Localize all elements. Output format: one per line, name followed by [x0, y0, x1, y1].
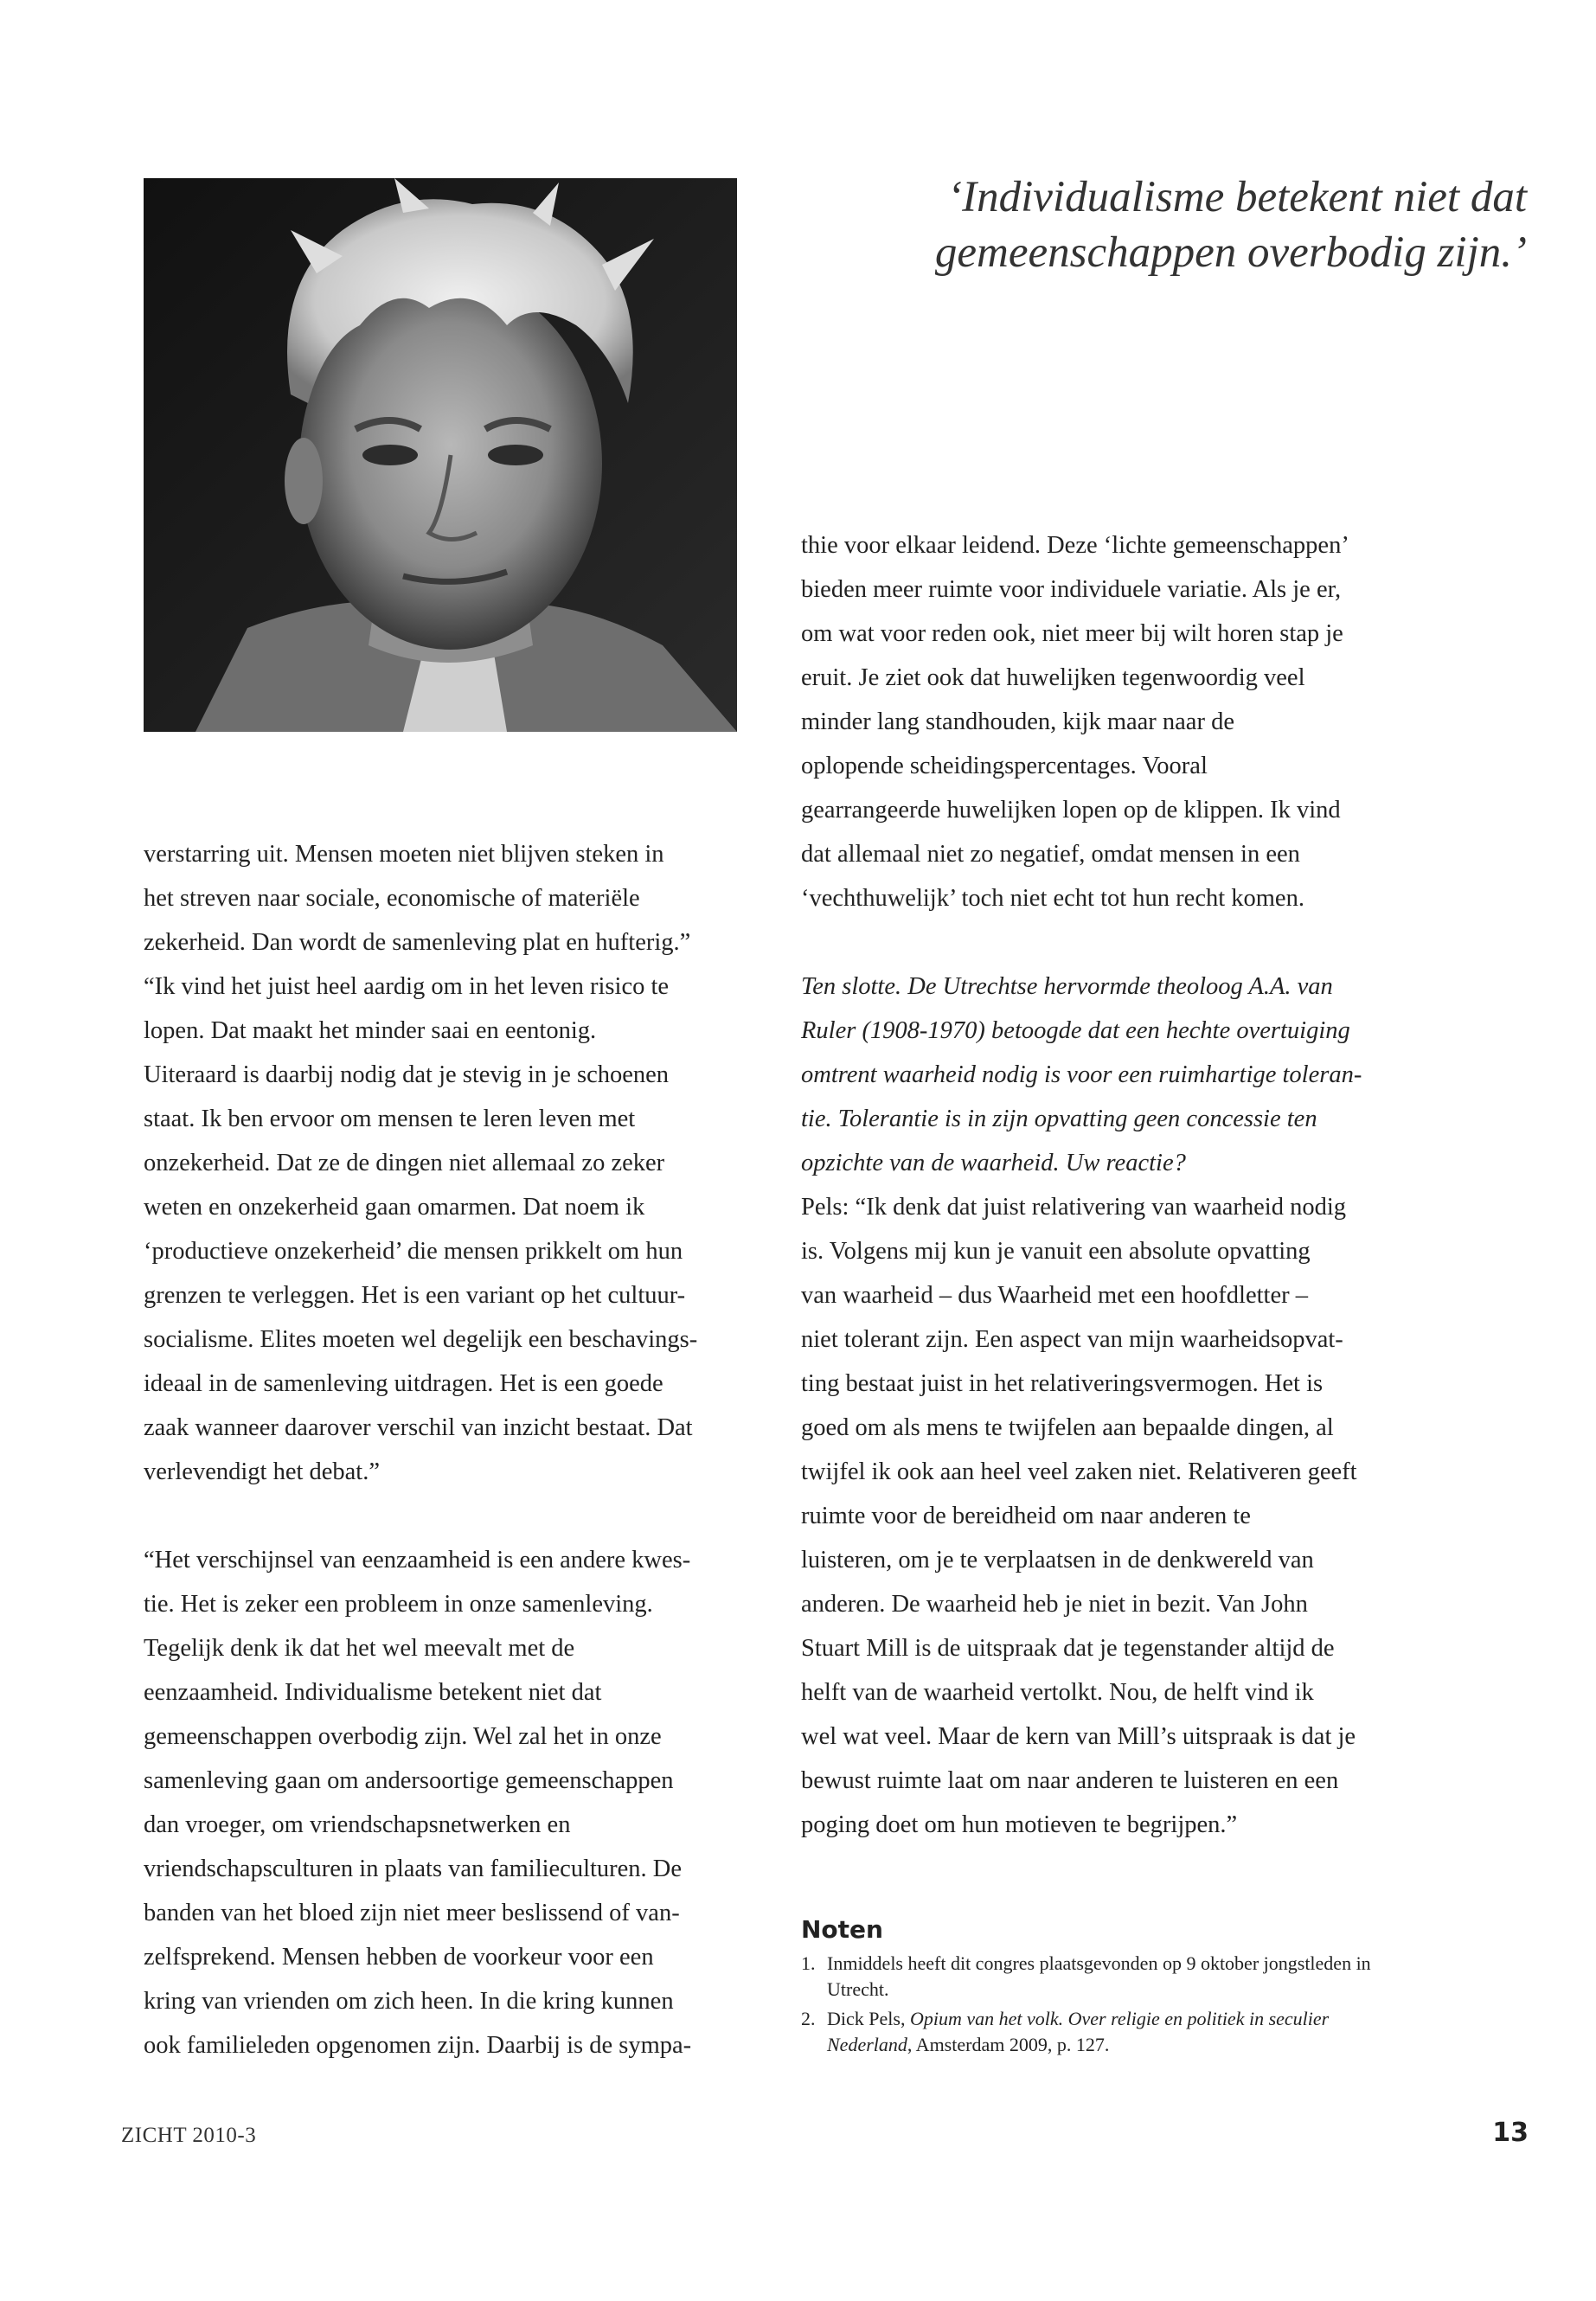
text-line: oplopende scheidingspercentages. Vooral [801, 753, 1208, 779]
text-line: gearrangeerde huwelijken lopen op de klippen. Ik vind [801, 797, 1341, 824]
note-text: , Amsterdam 2009, p. 127. [907, 2034, 1110, 2055]
text-line: Ruler (1908-1970) betoogde dat een hechte overtuiging [801, 1017, 1350, 1044]
text-line: is. Volgens mij kun je vanuit een absolute opvatting [801, 1238, 1311, 1265]
left-paragraph-2 [144, 1538, 740, 2067]
text-line: verlevendigt het debat.” [144, 1458, 381, 1485]
text-line: staat. Ik ben ervoor om mensen te leren leven met [144, 1106, 636, 1132]
text-line: goed om als mens te twijfelen aan bepaalde dingen, al [801, 1414, 1334, 1441]
publication-name: ZICHT 2010-3 [121, 2124, 257, 2147]
text-line: van waarheid – dus Waarheid met een hoofdletter – [801, 1282, 1308, 1309]
text-line: twijfel ik ook aan heel veel zaken niet. Relativeren geeft [801, 1458, 1357, 1485]
text-line: ook familieleden opgenomen zijn. Daarbij is de sympa- [144, 2032, 692, 2059]
right-paragraph-1 [801, 523, 1407, 920]
text-line: het streven naar sociale, economische of materiële [144, 885, 640, 912]
text-line: minder lang standhouden, kijk maar naar de [801, 708, 1234, 735]
note-book-title: Opium van het volk. Over religie en politiek in seculier Nederland [827, 2008, 1330, 2055]
pull-quote-line-2: gemeenschappen overbodig zijn.’ [934, 228, 1527, 277]
note-number: 2. [801, 2008, 816, 2029]
notes-section [801, 1914, 1407, 2061]
portrait-photo [144, 178, 737, 732]
text-line: lopen. Dat maakt het minder saai en eentonig. [144, 1017, 597, 1044]
text-line: eruit. Je ziet ook dat huwelijken tegenwoordig veel [801, 664, 1305, 691]
text-line: “Het verschijnsel van eenzaamheid is een andere kwes- [144, 1547, 691, 1574]
text-line: dat allemaal niet zo negatief, omdat mensen in een [801, 841, 1300, 868]
text-line: zelfsprekend. Mensen hebben de voorkeur voor een [144, 1944, 654, 1971]
text-line: ting bestaat juist in het relativeringsvermogen. Het is [801, 1370, 1324, 1397]
text-line: Stuart Mill is de uitspraak dat je tegenstander altijd de [801, 1635, 1335, 1662]
text-line: tie. Tolerantie is in zijn opvatting geen concessie ten [801, 1106, 1317, 1132]
right-column [801, 523, 1407, 1847]
text-line: niet tolerant zijn. Een aspect van mijn waarheidsopvat- [801, 1326, 1343, 1353]
note-item [801, 1951, 1407, 2003]
note-text: Inmiddels heeft dit congres plaatsgevonden op 9 oktober jongstleden in Utrecht. [827, 1952, 1371, 2000]
text-line: weten en onzekerheid gaan omarmen. Dat noem ik [144, 1194, 645, 1221]
text-line: Pels: “Ik denk dat juist relativering van waarheid nodig [801, 1194, 1346, 1221]
text-line: vriendschapsculturen in plaats van familieculturen. De [144, 1856, 683, 1882]
text-line: bieden meer ruimte voor individuele variatie. Als je er, [801, 576, 1342, 603]
notes-list [801, 1951, 1407, 2058]
pull-quote [869, 170, 1527, 280]
text-line: verstarring uit. Mensen moeten niet blijven steken in [144, 841, 664, 868]
note-item [801, 2006, 1407, 2058]
right-paragraph-2 [801, 1185, 1407, 1847]
text-line: wel wat veel. Maar de kern van Mill’s uitspraak is dat je [801, 1723, 1356, 1750]
text-line: ‘productieve onzekerheid’ die mensen prikkelt om hun [144, 1238, 683, 1265]
text-line: banden van het bloed zijn niet meer beslissend of van- [144, 1900, 680, 1926]
left-column [144, 832, 740, 2067]
text-line: onzekerheid. Dat ze de dingen niet allemaal zo zeker [144, 1150, 665, 1176]
text-line: Ten slotte. De Utrechtse hervormde theoloog A.A. van [801, 973, 1333, 1000]
text-line: thie voor elkaar leidend. Deze ‘lichte gemeenschappen’ [801, 532, 1349, 559]
text-line: zaak wanneer daarover verschil van inzicht bestaat. Dat [144, 1414, 693, 1441]
text-line: Tegelijk denk ik dat het wel meevalt met de [144, 1635, 575, 1662]
pull-quote-line-1: ‘Individualisme betekent niet dat [947, 173, 1527, 221]
text-line: omtrent waarheid nodig is voor een ruimhartige toleran- [801, 1061, 1362, 1088]
text-line: tie. Het is zeker een probleem in onze samenleving. [144, 1591, 653, 1618]
interview-question [801, 965, 1407, 1185]
text-line: ‘vechthuwelijk’ toch niet echt tot hun recht komen. [801, 885, 1304, 912]
text-line: Uiteraard is daarbij nodig dat je stevig in je schoenen [144, 1061, 670, 1088]
text-line: gemeenschappen overbodig zijn. Wel zal het in onze [144, 1723, 662, 1750]
page-number: 13 [1492, 2118, 1529, 2148]
portrait-illustration [144, 178, 737, 732]
text-line: zekerheid. Dan wordt de samenleving plat en hufterig.” [144, 929, 691, 956]
left-paragraph-1 [144, 832, 740, 1494]
text-line: ruimte voor de bereidheid om naar anderen te [801, 1503, 1251, 1529]
text-line: anderen. De waarheid heb je niet in bezit. Van John [801, 1591, 1308, 1618]
text-line: eenzaamheid. Individualisme betekent niet dat [144, 1679, 602, 1706]
text-line: ideaal in de samenleving uitdragen. Het is een goede [144, 1370, 663, 1397]
text-line: helft van de waarheid vertolkt. Nou, de helft vind ik [801, 1679, 1314, 1706]
text-line: poging doet om hun motieven te begrijpen.” [801, 1811, 1238, 1838]
text-line: socialisme. Elites moeten wel degelijk een beschavings- [144, 1326, 698, 1353]
text-line: “Ik vind het juist heel aardig om in het leven risico te [144, 973, 670, 1000]
text-line: grenzen te verleggen. Het is een variant op het cultuur- [144, 1282, 686, 1309]
text-line: samenleving gaan om andersoortige gemeenschappen [144, 1767, 674, 1794]
note-text: Dick Pels, [827, 2008, 910, 2029]
text-line: kring van vrienden om zich heen. In die kring kunnen [144, 1988, 674, 2015]
text-line: luisteren, om je te verplaatsen in de denkwereld van [801, 1547, 1314, 1574]
text-line: dan vroeger, om vriendschapsnetwerken en [144, 1811, 571, 1838]
text-line: opzichte van de waarheid. Uw reactie? [801, 1150, 1186, 1176]
notes-heading: Noten [801, 1915, 883, 1944]
text-line: bewust ruimte laat om naar anderen te luisteren en een [801, 1767, 1339, 1794]
note-number: 1. [801, 1952, 816, 1974]
text-line: om wat voor reden ook, niet meer bij wilt horen stap je [801, 620, 1343, 647]
